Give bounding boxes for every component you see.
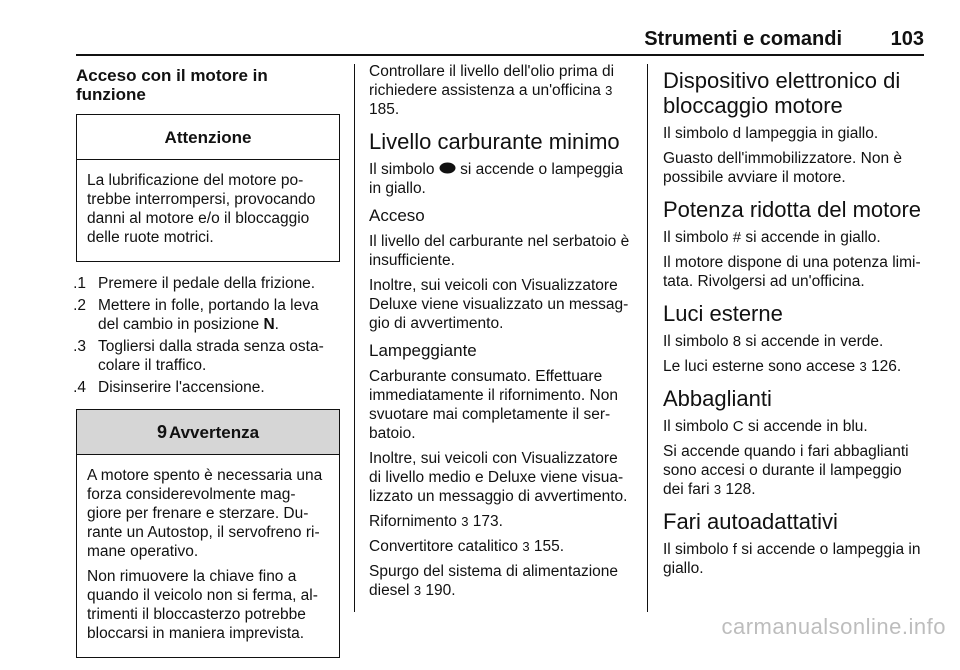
immobilizer-icon: d: [732, 125, 742, 142]
text: Il simbolo: [663, 541, 733, 558]
attention-text: La lubrificazione del motore po-trebbe interrompersi, provocando danni al motore e/o il bloccaggio delle ruote motrici.: [87, 172, 316, 246]
paragraph: [663, 442, 925, 499]
page-ref-arrow-icon: 3: [859, 359, 867, 374]
high-beam-icon: C: [732, 418, 744, 435]
list-item: 1. Premere il pedale della frizione.: [73, 275, 316, 292]
paragraph: [663, 540, 925, 578]
paragraph: [663, 332, 925, 351]
warning-text: A motore spento è necessaria una forza considerevolmente mag-giore per frenare e sterzare. Du-rante un Autostop, il servofreno ri-mane operativo.: [87, 467, 323, 560]
page-number: 103: [890, 28, 924, 50]
page-ref-arrow-icon: 3: [605, 83, 613, 98]
watermark: carmanualsonline.info: [721, 614, 946, 639]
section-title: Strumenti e comandi: [644, 28, 842, 50]
subheading-lampeggiante: Lampeggiante: [369, 341, 477, 360]
paragraph: Inoltre, sui veicoli con Visualizzatore di livello medio e Deluxe viene visua-lizzato un messaggio di avvertimento.: [369, 450, 628, 505]
text: Il simbolo: [663, 333, 733, 350]
list-item: 3. Togliersi dalla strada senza osta-colare il traffico.: [73, 338, 324, 374]
page-ref-arrow-icon: 3: [522, 539, 530, 554]
text: Il simbolo: [663, 229, 733, 246]
warning-box-header: [77, 410, 339, 455]
text: Il simbolo: [663, 418, 733, 435]
page-ref: 155.: [529, 538, 565, 555]
page-ref: 128.: [721, 481, 756, 498]
column-divider-2: [647, 64, 648, 612]
text: Si accende quando i fari abbaglianti sono accesi o durante il lampeggio dei fari: [663, 443, 909, 498]
paragraph: Il motore dispone di una potenza limi-tata. Rivolgersi ad un'officina.: [663, 254, 921, 290]
exterior-lights-icon: 8: [732, 333, 742, 350]
paragraph: [663, 357, 925, 376]
column-divider-1: [354, 64, 355, 612]
steps-list: [73, 274, 340, 397]
heading-reduced-power: Potenza ridotta del motore: [663, 197, 922, 222]
gear-position: N: [263, 316, 275, 333]
page-ref: 185.: [369, 101, 400, 118]
text: Convertitore catalitico: [369, 538, 523, 555]
warning-text: Non rimuovere la chiave fino a quando il veicolo non si ferma, al-trimenti il bloccasterzo potrebbe bloccarsi in maniera imprevista.: [87, 568, 318, 642]
column-3: [663, 62, 925, 584]
subheading-acceso: Acceso: [369, 206, 425, 225]
warning-icon: 9: [156, 421, 167, 442]
warning-box: [76, 409, 340, 658]
text: si accende in giallo.: [741, 229, 881, 246]
heading-immobilizer: Dispositivo elettronico di bloccaggio motore: [663, 68, 901, 118]
heading-adaptive-lights: Fari autoadattativi: [663, 509, 838, 534]
adaptive-lights-icon: f: [732, 541, 737, 558]
section-heading: Acceso con il motore in funzione: [76, 66, 268, 104]
page-ref: 190.: [421, 582, 456, 599]
text: lampeggia in giallo.: [741, 125, 879, 142]
step-text: Premere il pedale della frizione.: [98, 275, 316, 292]
reference-diesel: [369, 562, 632, 600]
column-2: [369, 62, 632, 606]
fuel-symbol-text: [369, 160, 632, 198]
list-item: 2. Mettere in folle, portando la leva del cambio in posizione N.: [73, 297, 319, 333]
page-header: [0, 0, 960, 54]
warning-box-title: Avvertenza: [168, 422, 260, 442]
text: Spurgo del sistema di alimentazione diesel: [369, 563, 618, 599]
paragraph: Inoltre, sui veicoli con Visualizzatore Deluxe viene visualizzato un messag-gio di avvertimento.: [369, 277, 629, 332]
paragraph: [663, 417, 925, 436]
list-item: 4. Disinserire l'accensione.: [73, 379, 265, 396]
text: si accende in blu.: [743, 418, 868, 435]
reference-refueling: [369, 512, 632, 531]
paragraph: Carburante consumato. Effettuare immediatamente il rifornimento. Non svuotare mai completamente il ser-batoio.: [369, 368, 618, 442]
text: si accende o lampeggia in giallo.: [663, 541, 921, 577]
header-rule: [76, 54, 924, 56]
step-text-end: .: [274, 316, 279, 333]
page-ref: 173.: [468, 513, 503, 530]
step-text: Disinserire l'accensione.: [98, 379, 265, 396]
heading-fuel: Livello carburante minimo: [369, 129, 620, 154]
heading-exterior-lights: Luci esterne: [663, 301, 783, 326]
text: Le luci esterne sono accese: [663, 358, 860, 375]
intro-paragraph: [369, 62, 632, 119]
attention-box-title: Attenzione: [77, 115, 339, 160]
text: Il simbolo: [663, 125, 733, 142]
paragraph: [663, 124, 925, 143]
step-text: Togliersi dalla strada senza osta-colare il traffico.: [98, 338, 324, 374]
text: si accende in verde.: [741, 333, 884, 350]
paragraph: Il livello del carburante nel serbatoio è insufficiente.: [369, 233, 630, 269]
paragraph: [663, 228, 925, 247]
fuel-low-icon: [439, 162, 456, 174]
heading-high-beam: Abbaglianti: [663, 386, 772, 411]
page-ref: 126.: [866, 358, 902, 375]
text: Il simbolo: [369, 161, 439, 178]
intro-text: Controllare il livello dell'olio prima di richiedere assistenza a un'officina: [369, 63, 615, 99]
column-1: [73, 62, 340, 670]
page-ref-arrow-icon: 3: [413, 583, 422, 598]
text: si accende o lampeggia in giallo.: [369, 161, 623, 197]
page-ref-arrow-icon: 3: [461, 514, 469, 529]
reduced-power-icon: #: [732, 229, 742, 246]
text: Rifornimento: [369, 513, 462, 530]
page-ref-arrow-icon: 3: [713, 482, 722, 497]
paragraph: Guasto dell'immobilizzatore. Non è possibile avviare il motore.: [663, 150, 903, 186]
step-text: Mettere in folle, portando la leva del cambio in posizione: [98, 297, 319, 333]
attention-box: [76, 114, 340, 262]
reference-catalytic: [369, 537, 632, 556]
